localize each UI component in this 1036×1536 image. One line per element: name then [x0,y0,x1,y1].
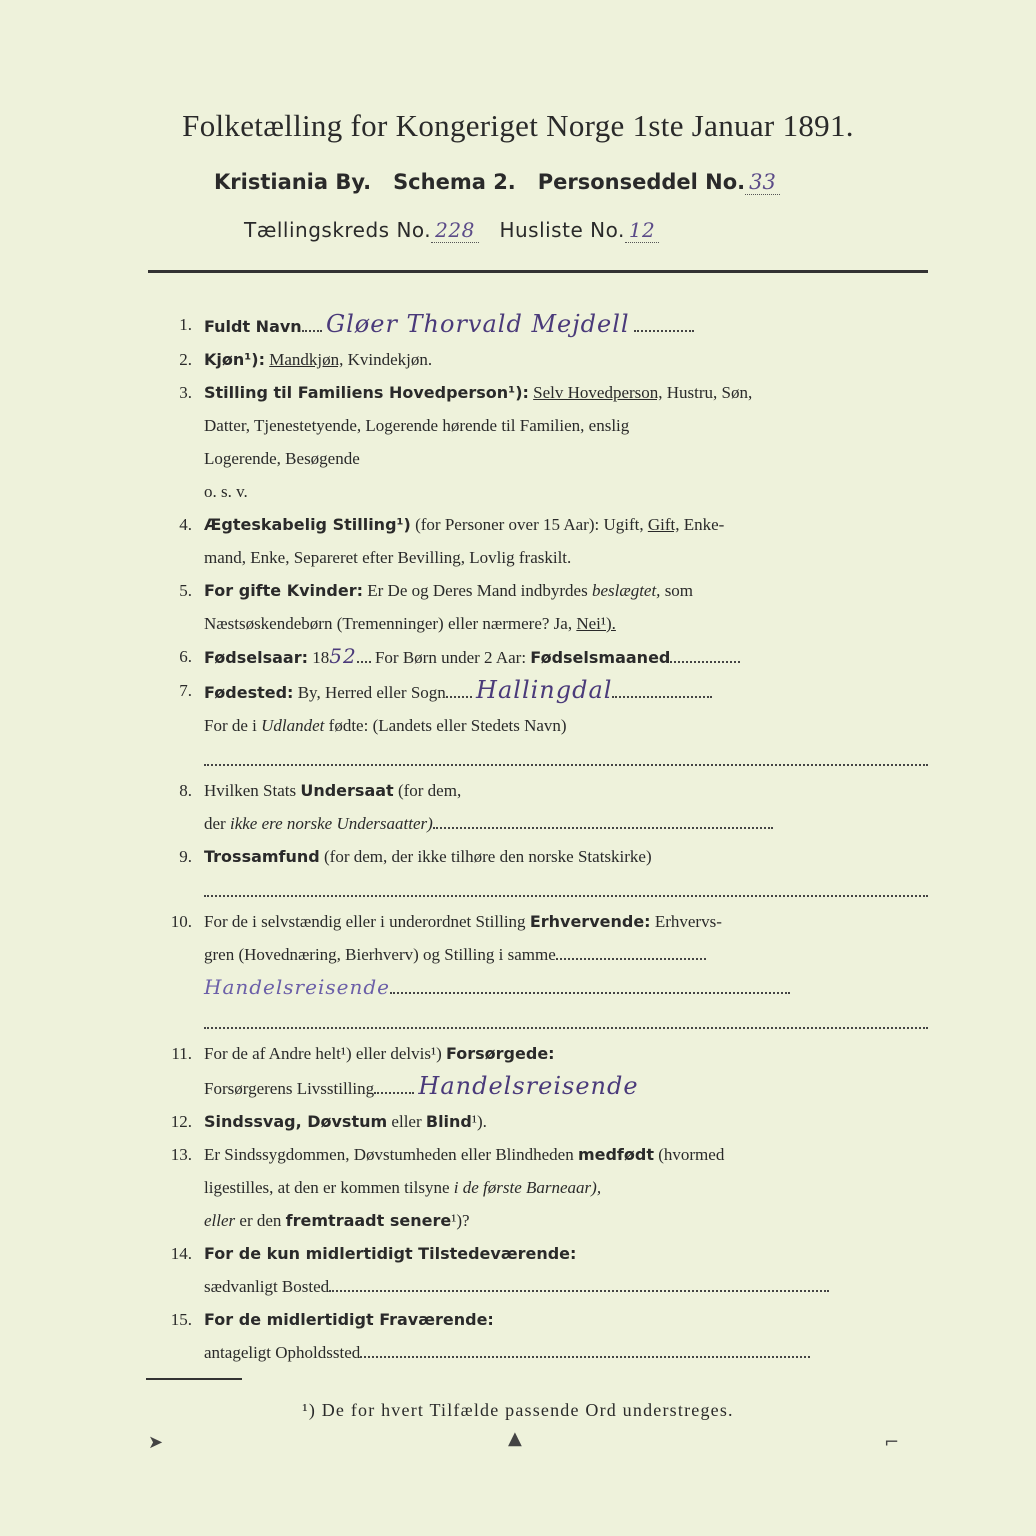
usual-residence-label: sædvanligt Bosted [204,1277,330,1296]
occupation-text-2: Erhvervs- [654,912,722,931]
supporter-occupation-value[interactable]: Handelsreisende [418,1072,639,1100]
marital-status-selected[interactable]: Gift, [647,515,680,534]
item-number: 3. [179,383,192,402]
congenital-italic: i de første Barneaar), [453,1178,602,1197]
occupation-text-3: gren (Hovednæring, Bierhverv) og Stilling i samme [204,945,556,964]
occupation-text: For de i selvstændig eller i underordnet Stilling [204,912,526,931]
corner-mark-right-icon: ⌐ [884,1432,900,1453]
kreds-number: 228 [431,218,479,243]
husliste-label: Husliste No. [499,218,625,242]
marital-status-text: (for Personer over 15 Aar): Ugift, [415,515,644,534]
citizenship-text: Hvilken Stats [204,781,297,800]
birth-year-value[interactable]: 52 [329,644,357,668]
item-citizenship [142,774,928,840]
congenital-tail: ¹)? [451,1211,470,1230]
marital-status-text-2: Enke- [683,515,725,534]
temporary-present-label: For de kun midlertidigt Tilstedeværende: [204,1244,577,1263]
gender-option-female[interactable]: Kvindekjøn. [347,350,433,369]
birthplace-foreign-text: For de i [204,716,257,735]
occupation-field-2[interactable] [204,1005,928,1029]
item-number: 2. [179,350,192,369]
item-disability [142,1105,928,1138]
religion-field[interactable] [204,873,928,897]
religion-text: (for dem, der ikke tilhøre den norske Statskirke) [324,847,652,866]
item-number: 10. [170,912,192,931]
birthplace-value[interactable]: Hallingdal [476,676,613,704]
citizenship-label: Undersaat [300,781,394,800]
citizenship-text-3: der [204,814,226,833]
schema-label: Schema 2. [393,170,516,194]
birth-month-label: Fødselsmaaned [530,648,671,667]
family-position-label: Stilling til Familiens Hovedperson¹): [204,383,529,402]
supported-label: Forsørgede: [445,1044,555,1063]
family-position-etc: o. s. v. [204,482,248,501]
married-women-related: beslægtet, [591,581,661,600]
item-number: 14. [170,1244,192,1263]
supporter-occupation-label: Forsørgerens Livsstilling [204,1079,375,1098]
disability-tail: ¹). [471,1112,487,1131]
full-name-label: Fuldt Navn [204,317,302,336]
married-women-label: For gifte Kvinder: [204,581,363,600]
item-religion [142,840,928,905]
family-position-options: Hustru, Søn, [666,383,753,402]
congenital-text-4: er den [239,1211,282,1230]
item-birthplace [142,674,928,774]
item-gender [142,343,928,376]
occupation-value[interactable]: Handelsreisende [204,975,390,999]
birth-month-text: For Børn under 2 Aar: [374,648,527,667]
birthplace-foreign-field[interactable] [204,742,928,766]
family-position-options-2: Datter, Tjenestetyende, Logerende hørende til Familien, enslig [204,416,630,435]
probable-residence-label: antageligt Opholdssted [204,1343,361,1362]
corner-mark-icon: ➤ [148,1432,164,1453]
form-items [142,308,928,1369]
gender-option-male[interactable]: Mandkjøn, [269,350,344,369]
item-number: 9. [179,847,192,866]
family-position-selected[interactable]: Selv Hovedperson, [533,383,663,402]
full-name-value[interactable]: Gløer Thorvald Mejdell [325,310,630,338]
congenital-text: Er Sindssygdommen, Døvstumheden eller Blindheden [204,1145,574,1164]
congenital-text-3: ligestilles, at den er kommen tilsyne [204,1178,450,1197]
citizenship-text-2: (for dem, [397,781,462,800]
item-number: 4. [179,515,192,534]
personseddel-number: 33 [745,170,780,195]
item-occupation [142,905,928,1037]
disability-label: Sindssvag, Døvstum [204,1112,388,1131]
item-number: 15. [170,1310,192,1329]
form-district-line [244,218,659,242]
header-divider [148,270,928,273]
disability-label-blind: Blind [425,1112,472,1131]
item-number: 13. [170,1145,192,1164]
center-mark-icon: ▲ [508,1428,522,1449]
item-birth-year [142,640,928,674]
married-women-selected[interactable]: Nei¹). [576,614,616,633]
personseddel-label: Personseddel No. [537,170,746,194]
item-number: 7. [179,681,192,700]
item-number: 5. [179,581,192,600]
birthplace-foreign-text-2: fødte: (Landets eller Stedets Navn) [328,716,567,735]
item-married-women [142,574,928,640]
item-congenital [142,1138,928,1237]
married-women-question: Er De og Deres Mand indbyrdes [367,581,588,600]
item-number: 1. [179,315,192,334]
marital-status-label: Ægteskabelig Stilling¹) [204,515,411,534]
occupation-label: Erhvervende: [529,912,651,931]
item-full-name [142,308,928,343]
item-family-position [142,376,928,508]
form-title: Folketælling for Kongeriget Norge 1ste Januar 1891. [182,108,854,143]
footnote: ¹) De for hvert Tilfælde passende Ord understreges. [302,1400,734,1420]
form-subheader [214,170,780,194]
item-temporary-absent [142,1303,928,1369]
disability-text: eller [391,1112,422,1131]
item-number: 6. [179,647,192,666]
item-number: 11. [171,1044,192,1063]
birthplace-foreign-italic: Udlandet [261,716,325,735]
husliste-number: 12 [625,218,659,243]
item-supported [142,1037,928,1105]
married-women-question-2: Næstsøskendebørn (Tremenninger) eller nærmere? Ja, [204,614,573,633]
gender-label: Kjøn¹): [204,350,265,369]
kreds-label: Tællingskreds No. [244,218,432,242]
family-position-options-3: Logerende, Besøgende [204,449,360,468]
religion-label: Trossamfund [204,847,320,866]
congenital-italic-2: eller [204,1211,236,1230]
item-marital-status [142,508,928,574]
marital-status-options: mand, Enke, Separeret efter Bevilling, Lovlig fraskilt. [204,548,572,567]
item-temporary-present [142,1237,928,1303]
footnote-divider [146,1378,242,1380]
city-label: Kristiania By. [214,170,372,194]
item-number: 8. [179,781,192,800]
citizenship-italic: ikke ere norske Undersaatter) [229,814,433,833]
congenital-label-later: fremtraadt senere [285,1211,452,1230]
married-women-text-2: som [664,581,694,600]
item-number: 12. [170,1112,192,1131]
congenital-text-2: (hvormed [658,1145,725,1164]
congenital-label: medfødt [577,1145,654,1164]
birth-year-prefix: 18 [312,648,330,667]
supported-text: For de af Andre helt¹) eller delvis¹) [204,1044,442,1063]
temporary-absent-label: For de midlertidigt Fraværende: [204,1310,494,1329]
birthplace-text: By, Herred eller Sogn [297,683,446,702]
birth-year-label: Fødselsaar: [204,648,308,667]
birthplace-label: Fødested: [204,683,294,702]
